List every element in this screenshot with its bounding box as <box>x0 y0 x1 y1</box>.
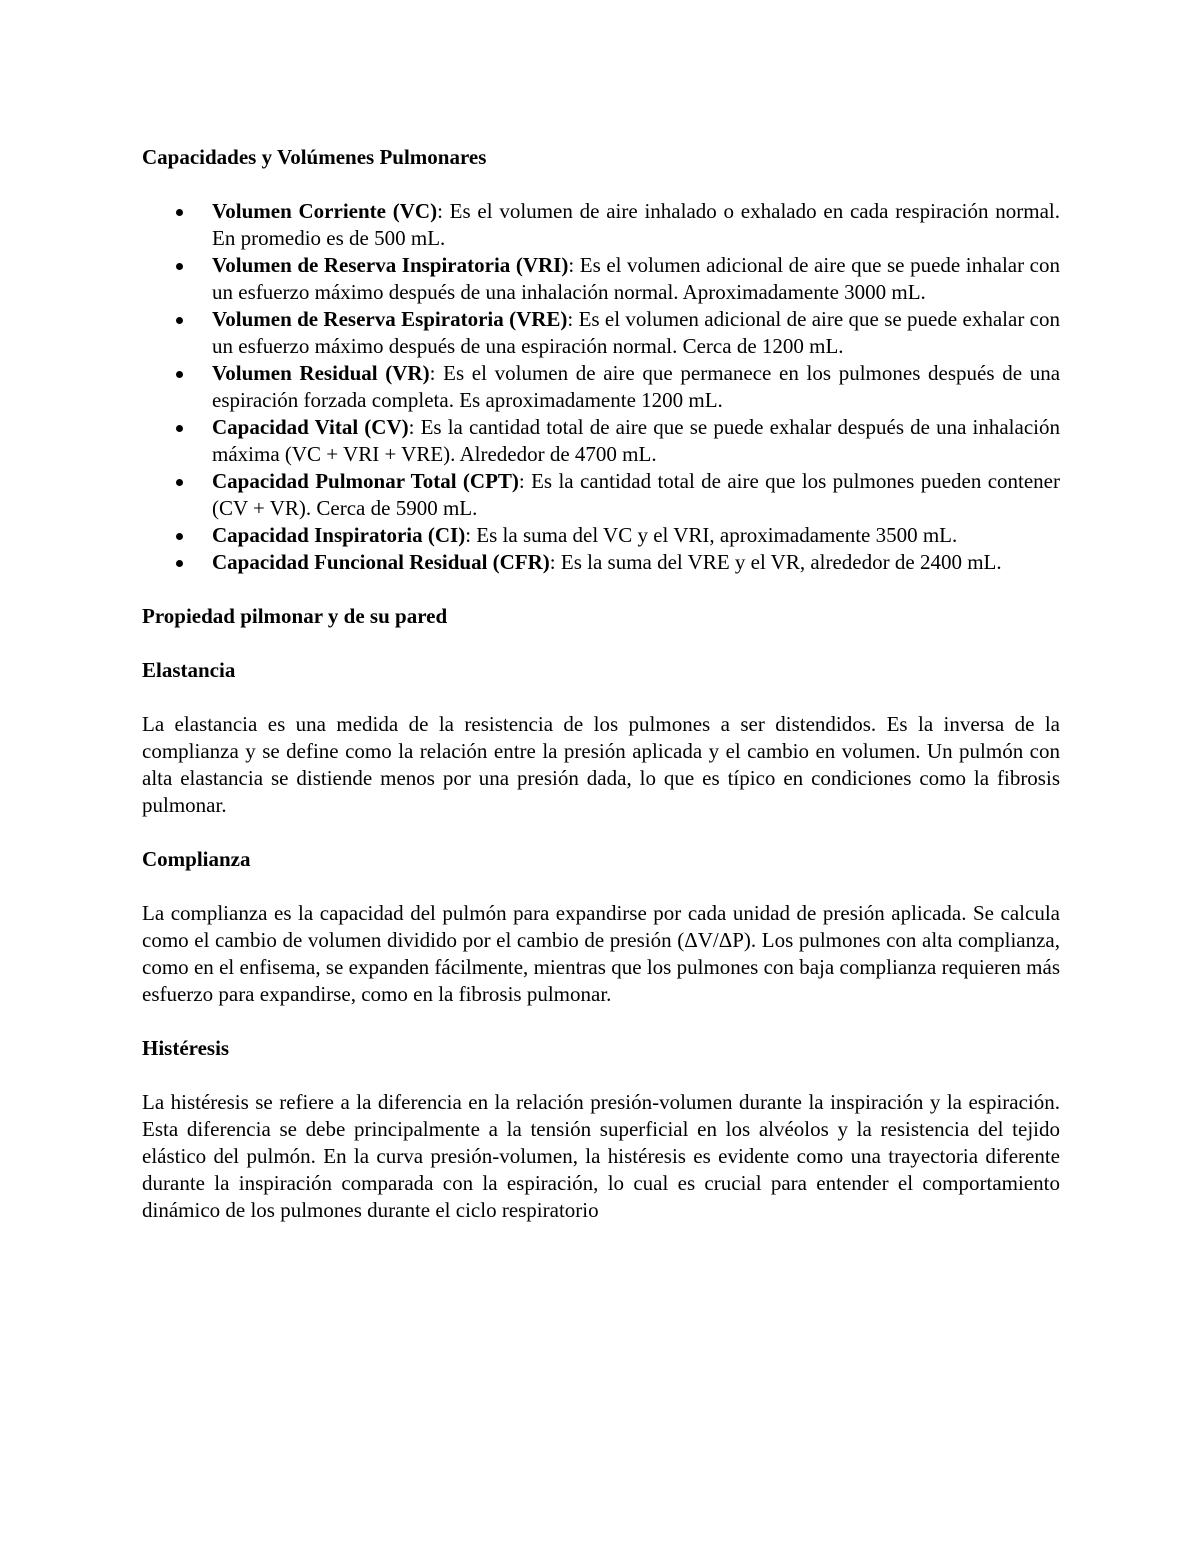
list-item <box>142 252 1060 306</box>
list-item-text: : Es el volumen de aire inhalado o exhalado en cada respiración normal. En promedio es de 500 mL. <box>212 199 1060 250</box>
bullet-icon <box>176 425 183 432</box>
paragraph-elastancia: La elastancia es una medida de la resistencia de los pulmones a ser distendidos. Es la inversa de la complianza y se define como la relación entre la presión aplicada y el cambio en volumen. Un pulmón con alta elastancia se distiende menos por una presión dada, lo que es típico en condiciones como la fibrosis pulmonar. <box>142 712 1060 817</box>
list-item <box>142 549 1060 576</box>
list-item-text: : Es el volumen de aire que permanece en los pulmones después de una espiración forzada completa. Es aproximadamente 1200 mL. <box>212 361 1061 412</box>
list-item <box>142 306 1060 360</box>
list-item-term: Capacidad Inspiratoria (CI) <box>212 523 466 547</box>
list-item <box>142 414 1060 468</box>
bullet-icon <box>176 263 183 270</box>
bullet-icon <box>176 479 183 486</box>
document-page <box>142 140 1060 1224</box>
list-item-term: Volumen de Reserva Inspiratoria (VRI) <box>212 253 569 277</box>
bullet-icon <box>176 209 183 216</box>
list-item-text: : Es la suma del VC y el VRI, aproximadamente 3500 mL. <box>465 523 958 547</box>
list-item-term: Volumen Corriente (VC) <box>212 199 438 223</box>
list-item-text: : Es la suma del VRE y el VR, alrededor de 2400 mL. <box>549 550 1002 574</box>
bullet-icon <box>176 533 183 540</box>
subsection-title-complianza: Complianza <box>142 847 251 871</box>
bullet-icon <box>176 371 183 378</box>
list-item <box>142 360 1060 414</box>
bullet-icon <box>176 560 183 567</box>
list-item <box>142 198 1060 252</box>
bullet-icon <box>176 317 183 324</box>
list-item-term: Volumen de Reserva Espiratoria (VRE) <box>212 307 568 331</box>
list-item <box>142 522 1060 549</box>
section-title-propiedad: Propiedad pilmonar y de su pared <box>142 604 448 628</box>
list-item-term: Volumen Residual (VR) <box>212 361 430 385</box>
list-item-text: : Es el volumen adicional de aire que se puede exhalar con un esfuerzo máximo después de una espiración normal. Cerca de 1200 mL. <box>212 307 1060 358</box>
paragraph-histeresis: La histéresis se refiere a la diferencia en la relación presión-volumen durante la inspiración y la espiración. Esta diferencia se debe principalmente a la tensión superficial en los alvéolos y la resistencia del tejido elástico del pulmón. En la curva presión-volumen, la histéresis es evidente como una trayectoria diferente durante la inspiración comparada con la espiración, lo cual es crucial para entender el comportamiento dinámico de los pulmones durante el ciclo respiratorio <box>142 1090 1060 1222</box>
list-item-term: Capacidad Vital (CV) <box>212 415 409 439</box>
list-item-term: Capacidad Funcional Residual (CFR) <box>212 550 550 574</box>
volumes-list <box>142 198 1060 576</box>
subsection-title-histeresis: Histéresis <box>142 1036 230 1060</box>
list-item-text: : Es la cantidad total de aire que los pulmones pueden contener (CV + VR). Cerca de 5900 mL. <box>212 469 1060 520</box>
list-item <box>142 468 1060 522</box>
section-title-capacidades: Capacidades y Volúmenes Pulmonares <box>142 145 487 169</box>
list-item-text: : Es el volumen adicional de aire que se puede inhalar con un esfuerzo máximo después de una inhalación normal. Aproximadamente 3000 mL. <box>212 253 1060 304</box>
paragraph-complianza: La complianza es la capacidad del pulmón para expandirse por cada unidad de presión aplicada. Se calcula como el cambio de volumen dividido por el cambio de presión (ΔV/ΔP). Los pulmones con alta complianza, como en el enfisema, se expanden fácilmente, mientras que los pulmones con baja complianza requieren más esfuerzo para expandirse, como en la fibrosis pulmonar. <box>142 901 1060 1006</box>
list-item-text: : Es la cantidad total de aire que se puede exhalar después de una inhalación máxima (VC + VRI + VRE). Alrededor de 4700 mL. <box>212 415 1060 466</box>
subsection-title-elastancia: Elastancia <box>142 658 236 682</box>
list-item-term: Capacidad Pulmonar Total (CPT) <box>212 469 519 493</box>
